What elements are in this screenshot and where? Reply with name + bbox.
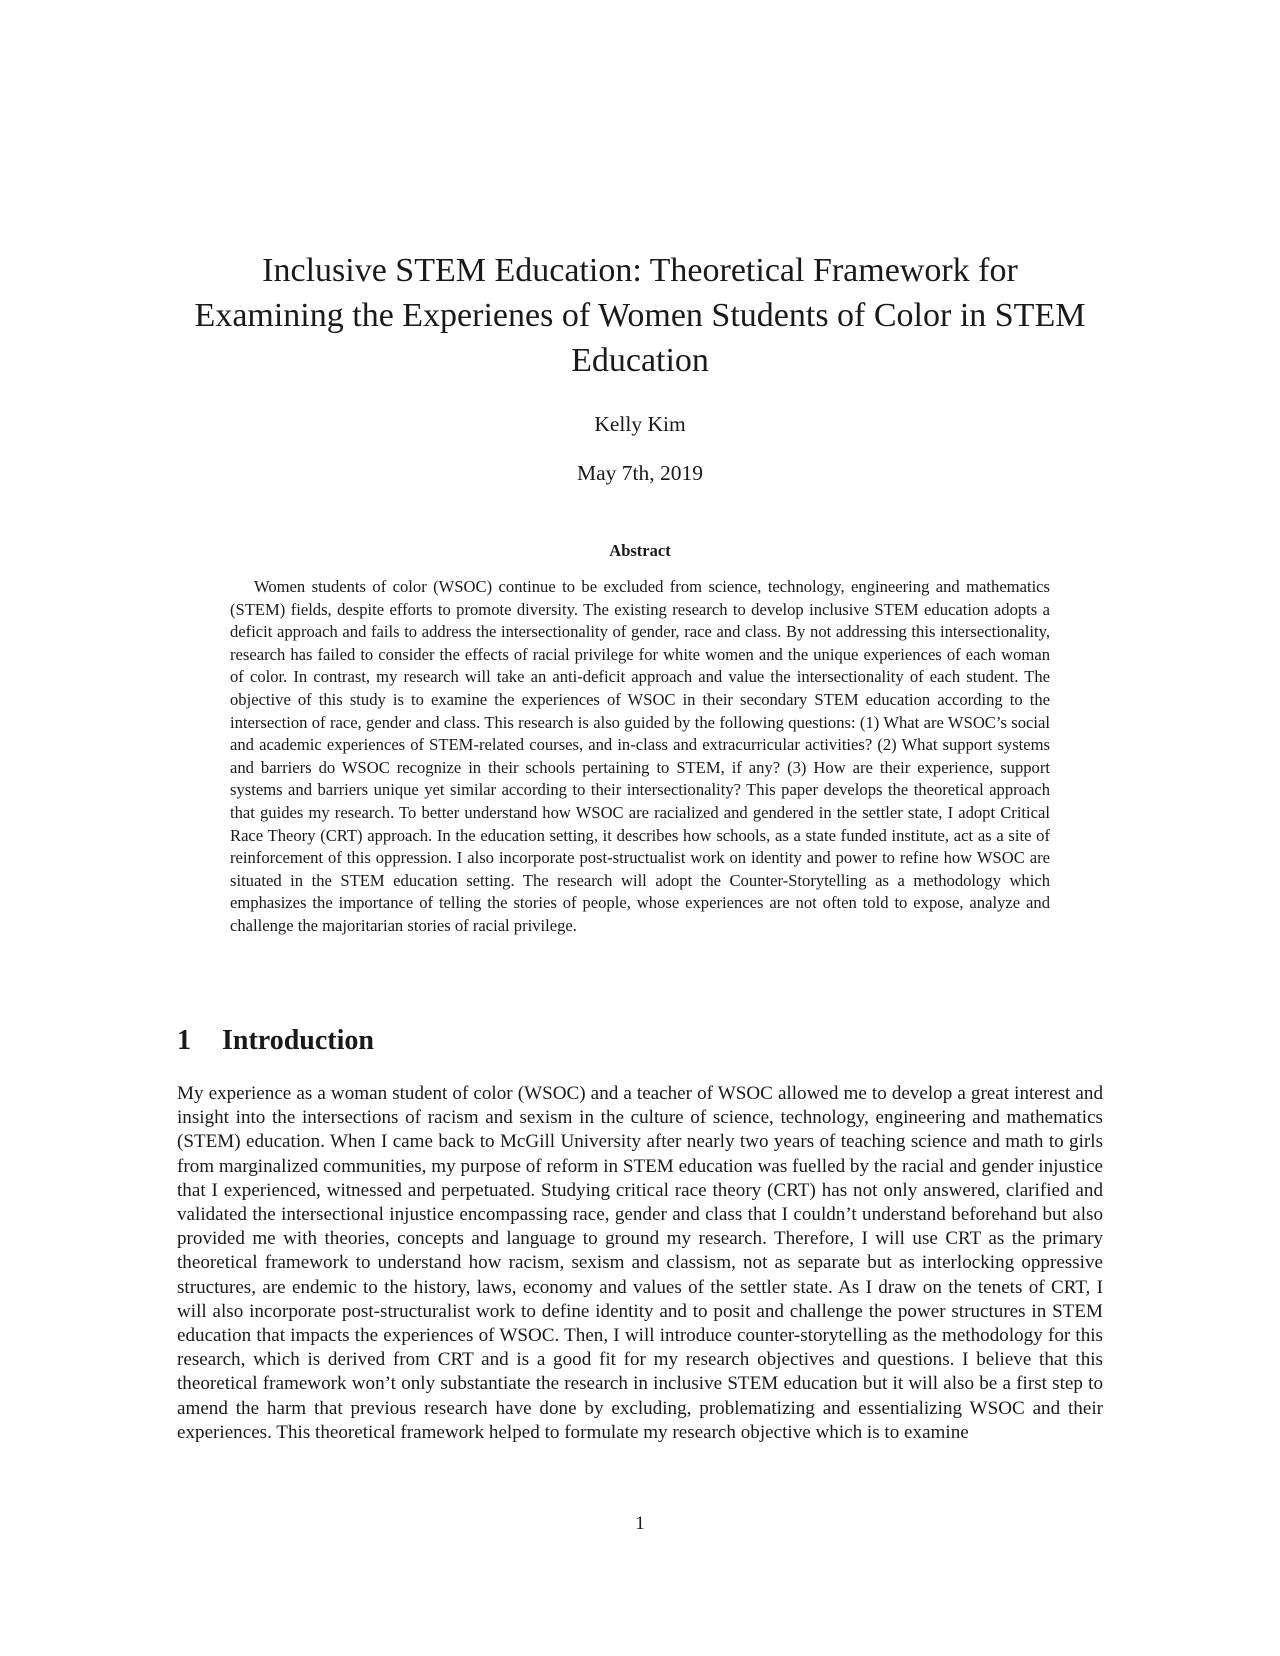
abstract-text: Women students of color (WSOC) continue to be excluded from science, technology, engineering and mathematics (STEM) fields, despite efforts to promote diversity. The existing research to develop inclusive STEM education adopts a deficit approach and fails to address the intersectionality of gender, race and class. By not addressing this intersectionality, research has failed to consider the effects of racial privilege for white women and the unique experiences of each woman of color. In contrast, my research will take an anti-deficit approach and value the intersectionality of each student. The objective of this study is to examine the experiences of WSOC in their secondary STEM education according to the intersection of race, gender and class. This research is also guided by the following questions: (1) What are WSOC’s social and academic experiences of STEM-related courses, and in-class and extracurricular activities? (2) What support systems and barriers do WSOC recognize in their schools pertaining to STEM, if any? (3) How are their experience, support systems and barriers unique yet similar according to their intersectionality? This paper develops the theoretical approach that guides my research. To better understand how WSOC are racialized and gendered in the settler state, I adopt Critical Race Theory (CRT) approach. In the education setting, it describes how schools, as a state funded institute, act as a site of reinforcement of this oppression. I also incorporate post-structualist work on identity and power to refine how WSOC are situated in the STEM education setting. The research will adopt the Counter-Storytelling as a methodology which emphasizes the importance of telling the stories of people, whose experiences are not often told to expose, analyze and challenge the majoritarian stories of racial privilege. (230, 577, 1050, 935)
author-name: Kelly Kim (594, 412, 686, 436)
publication-date: May 7th, 2019 (576, 461, 703, 485)
section-number: 1 (177, 1025, 191, 1056)
introduction-text: My experience as a woman student of color (WSOC) and a teacher of WSOC allowed me to develop a great interest and insight into the intersections of racism and sexism in the culture of science, technology, engineering and mathematics (STEM) education. When I came back to McGill University after nearly two years of teaching science and math to girls from marginalized communities, my purpose of reform in STEM education was fuelled by the racial and gender injustice that I experienced, witnessed and perpetuated. Studying critical race theory (CRT) has not only answered, clarified and validated the intersectional injustice encompassing race, gender and class that I couldn’t understand beforehand but also provided me with theories, concepts and language to ground my research. Therefore, I will use CRT as the primary theoretical framework to understand how racism, sexism and classism, not as separate but as interlocking oppressive structures, are endemic to the history, laws, economy and values of the settler state. As I draw on the tenets of CRT, I will also incorporate post-structuralist work to define identity and to posit and challenge the power structures in STEM education that impacts the experiences of WSOC. Then, I will introduce counter-storytelling as the methodology for this research, which is derived from CRT and is a good fit for my research objectives and questions. I believe that this theoretical framework won’t only substantiate the research in inclusive STEM education but it will also be a first step to amend the harm that previous research have done by excluding, problematizing and essentializing WSOC and their experiences. This theoretical framework helped to formulate my research objective which is to examine (177, 1083, 1103, 1443)
abstract-heading: Abstract (609, 541, 671, 560)
section-title: Introduction (222, 1025, 374, 1056)
section-heading-introduction (177, 1024, 374, 1058)
paper-title: Inclusive STEM Education: Theoretical Framework for Examining the Experienes of Women Students of Color in STEM Education (194, 252, 1086, 379)
page-number: 1 (635, 1513, 645, 1534)
